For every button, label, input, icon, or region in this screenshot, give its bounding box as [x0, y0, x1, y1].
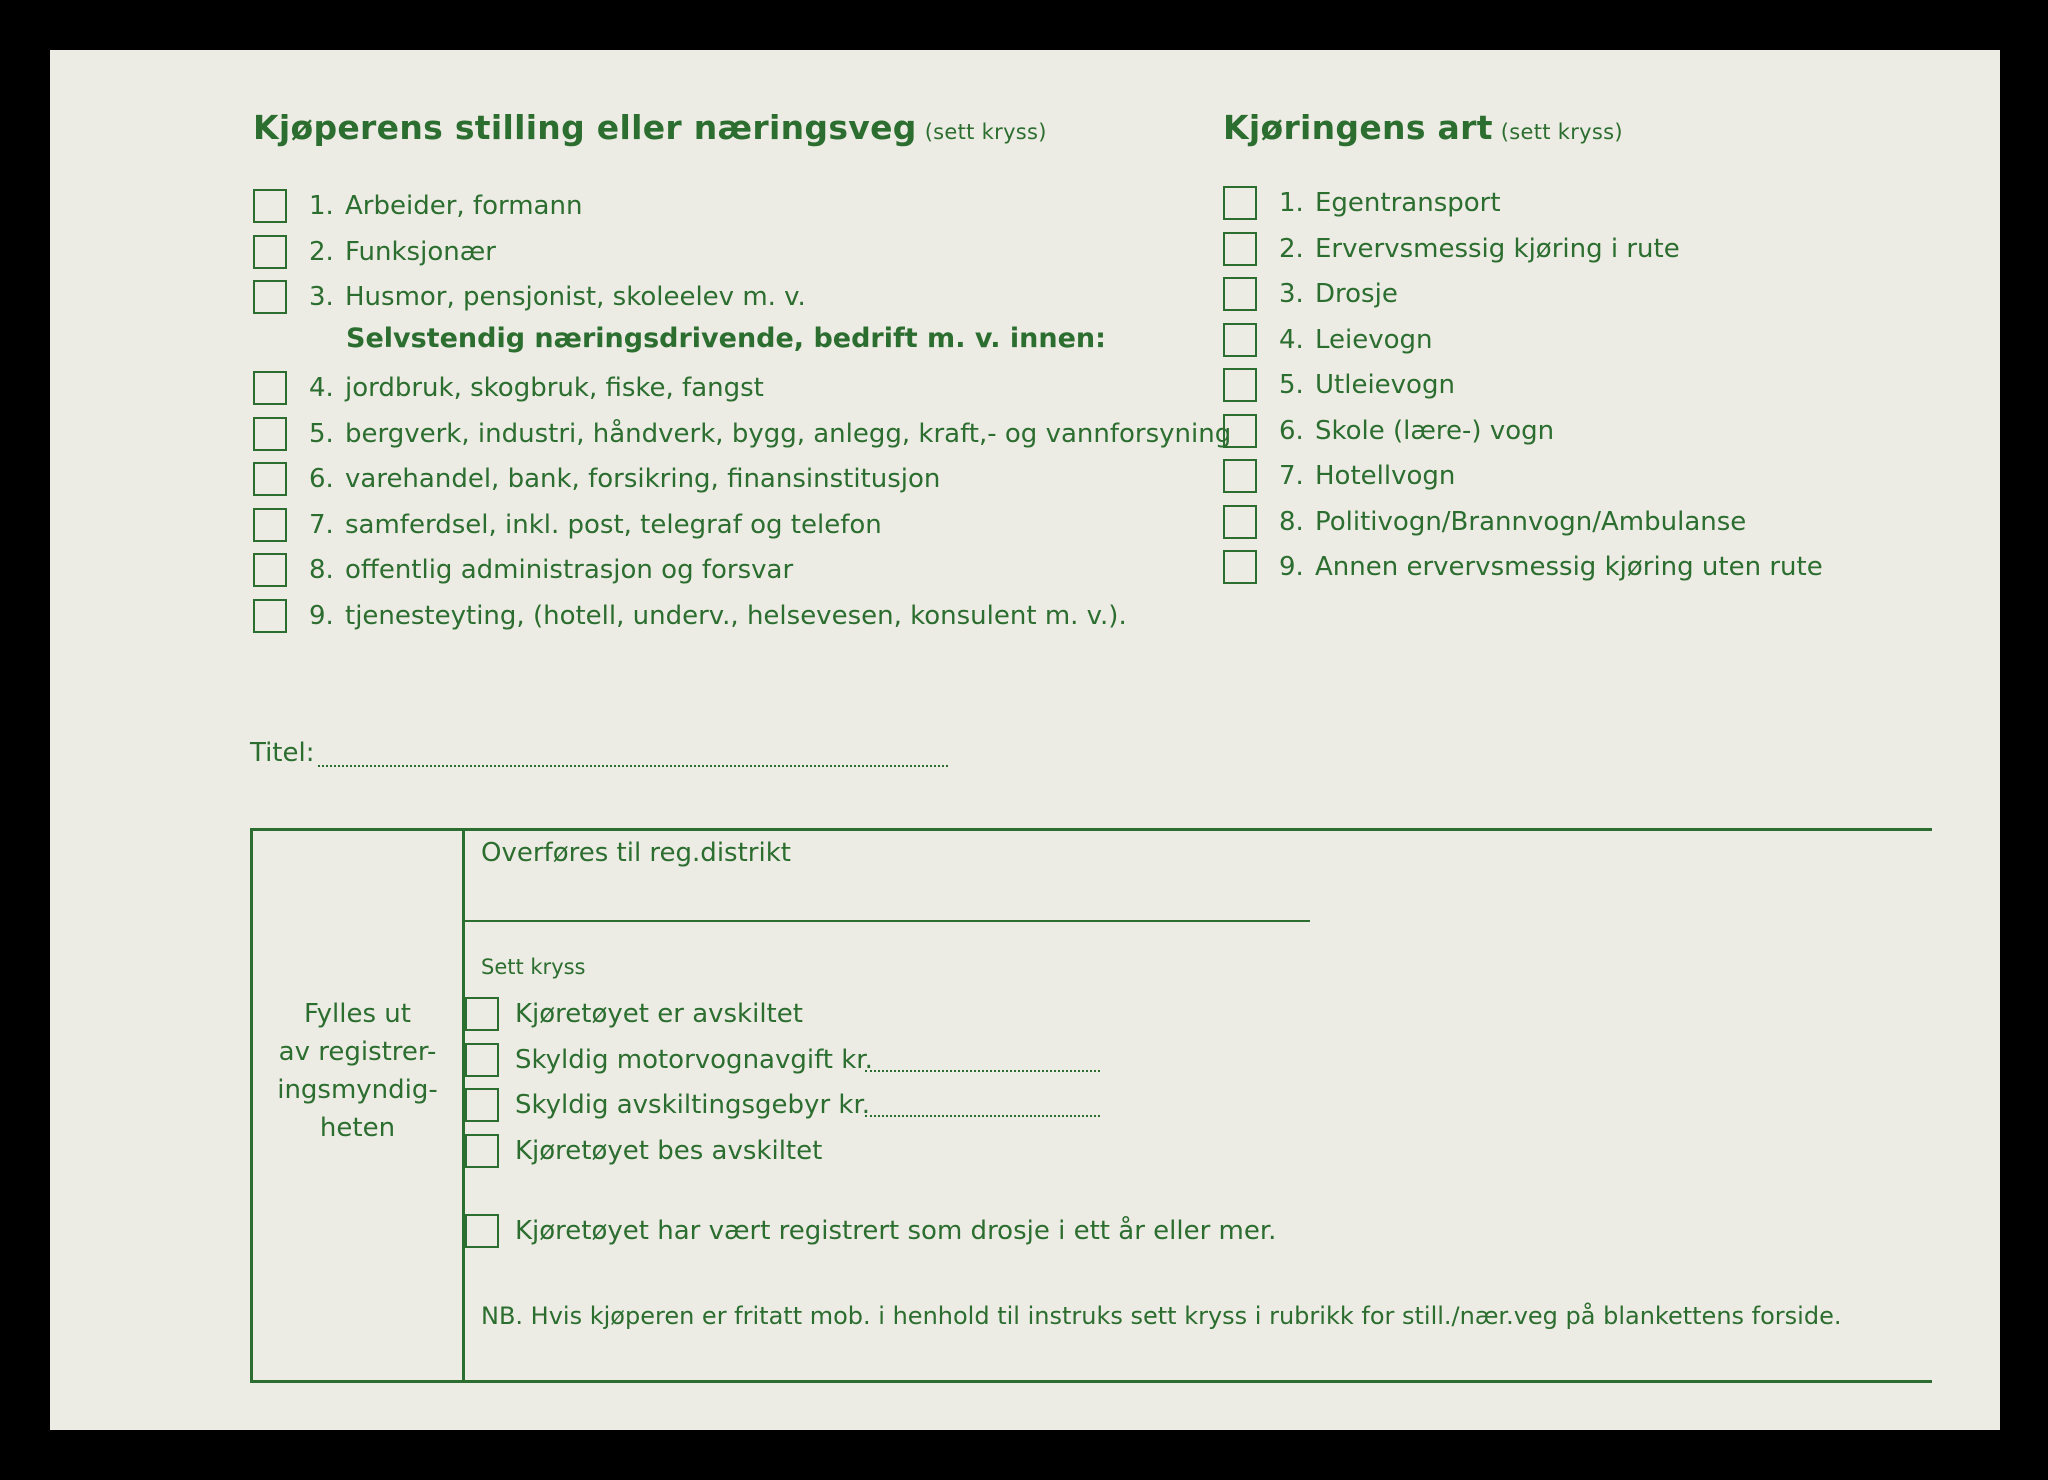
option-number: 2.: [309, 237, 334, 267]
option-number: 2.: [1279, 234, 1304, 264]
occupation-option-5[interactable]: [253, 414, 1231, 454]
buyer-occupation-hint: (sett kryss): [924, 120, 1047, 144]
authority-side-label: [255, 995, 460, 1147]
option-label: Funksjonær: [345, 237, 496, 267]
check-request-deregistration[interactable]: [465, 1131, 822, 1171]
option-number: 9.: [1279, 552, 1304, 582]
option-number: 1.: [309, 191, 334, 221]
occupation-option-1[interactable]: [253, 186, 582, 226]
option-number: 4.: [309, 373, 334, 403]
option-label: Kjøretøyet bes avskiltet: [515, 1136, 823, 1166]
checkbox[interactable]: [465, 1043, 499, 1077]
checkbox[interactable]: [1223, 459, 1257, 493]
option-label: tjenesteyting, (hotell, underv., helsevesen, konsulent m. v.).: [345, 601, 1127, 631]
option-label: Politivogn/Brannvogn/Ambulanse: [1315, 507, 1747, 537]
checkbox[interactable]: [1223, 414, 1257, 448]
option-label: samferdsel, inkl. post, telegraf og telefon: [345, 510, 882, 540]
checkbox[interactable]: [1223, 277, 1257, 311]
check-plate-fee-owed[interactable]: [465, 1085, 870, 1125]
option-number: 5.: [309, 419, 334, 449]
occupation-option-3[interactable]: [253, 277, 806, 317]
option-number: 8.: [309, 555, 334, 585]
buyer-occupation-heading: [253, 108, 1047, 147]
driving-type-title: Kjøringens art: [1223, 108, 1493, 147]
checkbox[interactable]: [253, 462, 287, 496]
driving-type-hint: (sett kryss): [1500, 120, 1623, 144]
driving-option-3[interactable]: [1223, 274, 1398, 314]
option-label: jordbruk, skogbruk, fiske, fangst: [345, 373, 764, 403]
motor-tax-amount-line[interactable]: [865, 1070, 1100, 1072]
option-label: Kjøretøyet er avskiltet: [515, 999, 803, 1029]
option-number: 5.: [1279, 370, 1304, 400]
checkbox[interactable]: [465, 1134, 499, 1168]
side-label-line: av registrer-: [278, 1037, 437, 1067]
option-label: Hotellvogn: [1315, 461, 1456, 491]
checkbox[interactable]: [253, 553, 287, 587]
checkbox[interactable]: [1223, 505, 1257, 539]
driving-option-9[interactable]: [1223, 547, 1823, 587]
checkbox[interactable]: [1223, 186, 1257, 220]
side-label-line: ingsmyndig-: [277, 1075, 438, 1105]
option-number: 6.: [1279, 416, 1304, 446]
checkbox[interactable]: [1223, 323, 1257, 357]
option-label: Annen ervervsmessig kjøring uten rute: [1315, 552, 1823, 582]
option-label: varehandel, bank, forsikring, finansinstitusjon: [345, 464, 941, 494]
option-label: Arbeider, formann: [345, 191, 583, 221]
option-label: Skole (lære-) vogn: [1315, 416, 1555, 446]
driving-option-7[interactable]: [1223, 456, 1455, 496]
option-label: Egentransport: [1315, 188, 1501, 218]
self-employed-subheading: Selvstendig næringsdrivende, bedrift m. v. innen:: [346, 323, 1106, 354]
checkbox[interactable]: [465, 1214, 499, 1248]
checkbox[interactable]: [1223, 232, 1257, 266]
transfer-district-label: Overføres til reg.distrikt: [481, 838, 791, 868]
buyer-occupation-title: Kjøperens stilling eller næringsveg: [253, 108, 917, 147]
checkbox[interactable]: [1223, 368, 1257, 402]
checkbox[interactable]: [253, 371, 287, 405]
option-label: Ervervsmessig kjøring i rute: [1315, 234, 1680, 264]
option-number: 8.: [1279, 507, 1304, 537]
sett-kryss-label: Sett kryss: [481, 955, 586, 979]
form-page: [50, 50, 2000, 1430]
checkbox[interactable]: [253, 599, 287, 633]
check-deregistered[interactable]: [465, 994, 803, 1034]
option-label: Leievogn: [1315, 325, 1433, 355]
option-label: Skyldig avskiltingsgebyr kr.: [515, 1090, 871, 1120]
driving-option-4[interactable]: [1223, 320, 1433, 360]
option-number: 3.: [1279, 279, 1304, 309]
checkbox[interactable]: [253, 189, 287, 223]
driving-option-8[interactable]: [1223, 502, 1746, 542]
plate-fee-amount-line[interactable]: [865, 1115, 1100, 1117]
title-field-line[interactable]: [318, 765, 948, 767]
driving-option-1[interactable]: [1223, 183, 1501, 223]
title-field-label: Titel:: [250, 738, 315, 768]
transfer-district-line[interactable]: [465, 920, 1310, 922]
occupation-option-8[interactable]: [253, 550, 793, 590]
nb-note: NB. Hvis kjøperen er fritatt mob. i henhold til instruks sett kryss i rubrikk for still./nær.veg på blankettens forside.: [481, 1302, 1842, 1330]
driving-option-2[interactable]: [1223, 229, 1680, 269]
option-number: 3.: [309, 282, 334, 312]
check-motor-tax-owed[interactable]: [465, 1040, 873, 1080]
option-number: 9.: [309, 601, 334, 631]
option-label: offentlig administrasjon og forsvar: [345, 555, 794, 585]
checkbox[interactable]: [253, 417, 287, 451]
occupation-option-2[interactable]: [253, 232, 496, 272]
checkbox[interactable]: [1223, 550, 1257, 584]
driving-type-heading: [1223, 108, 1623, 147]
checkbox[interactable]: [253, 508, 287, 542]
driving-option-6[interactable]: [1223, 411, 1554, 451]
option-number: 7.: [1279, 461, 1304, 491]
checkbox[interactable]: [465, 997, 499, 1031]
option-label: Utleievogn: [1315, 370, 1455, 400]
side-label-line: heten: [319, 1113, 396, 1143]
occupation-option-9[interactable]: [253, 596, 1127, 636]
option-label: bergverk, industri, håndverk, bygg, anlegg, kraft,- og vannforsyning: [345, 419, 1232, 449]
driving-option-5[interactable]: [1223, 365, 1455, 405]
option-label: Skyldig motorvognavgift kr.: [515, 1045, 873, 1075]
checkbox[interactable]: [253, 235, 287, 269]
checkbox[interactable]: [253, 280, 287, 314]
option-number: 4.: [1279, 325, 1304, 355]
option-label: Husmor, pensjonist, skoleelev m. v.: [345, 282, 806, 312]
option-label: Drosje: [1315, 279, 1398, 309]
option-number: 6.: [309, 464, 334, 494]
occupation-option-7[interactable]: [253, 505, 882, 545]
checkbox[interactable]: [465, 1088, 499, 1122]
authority-box-bottom-border: [250, 1380, 1932, 1383]
occupation-option-4[interactable]: [253, 368, 764, 408]
side-label-line: Fylles ut: [304, 999, 411, 1029]
occupation-option-6[interactable]: [253, 459, 940, 499]
authority-box-top-border: [250, 828, 1932, 831]
check-taxi-registered[interactable]: [465, 1211, 1276, 1251]
option-label: Kjøretøyet har vært registrert som drosje i ett år eller mer.: [515, 1216, 1277, 1246]
option-number: 1.: [1279, 188, 1304, 218]
option-number: 7.: [309, 510, 334, 540]
authority-box-left-border: [250, 828, 253, 1383]
